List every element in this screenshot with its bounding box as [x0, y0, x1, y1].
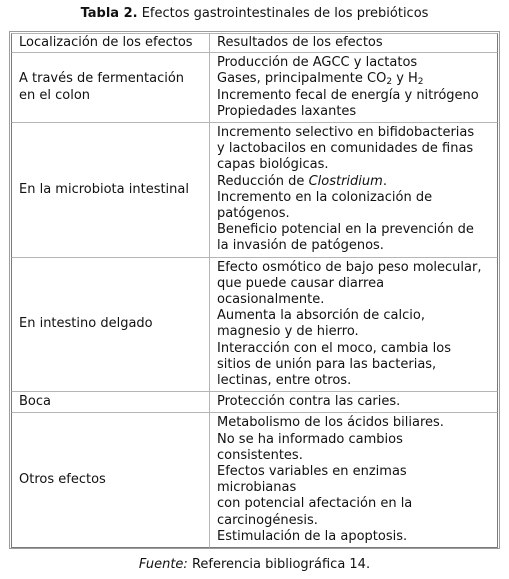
result-line: capas biológicas.	[217, 157, 329, 173]
header-location: Localización de los efectos	[11, 33, 209, 52]
result-line: Interacción con el moco, cambia los	[217, 340, 451, 356]
table-row	[11, 391, 498, 412]
result-line: Estimulación de la apoptosis.	[217, 528, 408, 544]
row-location: En la microbiota intestinal	[11, 122, 209, 257]
table-title: Efectos gastrointestinales de los prebióticos	[141, 6, 429, 21]
row-results	[209, 122, 498, 257]
result-line: patógenos.	[217, 206, 290, 222]
result-line: magnesio y de hierro.	[217, 324, 359, 340]
italic-organism: Clostridium	[308, 173, 383, 189]
source-note	[0, 557, 509, 573]
row-location: En intestino delgado	[11, 257, 209, 392]
result-line: Aumenta la absorción de calcio,	[217, 308, 425, 324]
row-location: A través de fermentación en el colon	[11, 52, 209, 122]
result-line: Producción de AGCC y lactatos	[217, 55, 418, 71]
header-results: Resultados de los efectos	[209, 33, 498, 52]
result-line: microbianas	[217, 480, 297, 496]
result-line: No se ha informado cambios	[217, 431, 403, 447]
result-line: lectinas, entre otros.	[217, 373, 352, 389]
result-line: consistentes.	[217, 447, 303, 463]
result-line: carcinogénesis.	[217, 512, 318, 528]
result-line: ocasionalmente.	[217, 292, 325, 308]
table-header-row	[11, 33, 498, 52]
result-line: Incremento fecal de energía y nitrógeno	[217, 87, 479, 103]
row-results	[209, 412, 498, 548]
result-line: y lactobacilos en comunidades de finas	[217, 141, 474, 157]
result-line: Incremento selectivo en bifidobacterias	[217, 125, 475, 141]
table-row	[11, 122, 498, 257]
table-caption	[0, 6, 509, 22]
result-line: Reducción de Clostridium.	[217, 173, 387, 189]
result-line: Gases, principalmente $CO_2$ y $H_2$	[217, 71, 424, 88]
row-results	[209, 391, 498, 412]
result-line: Incremento en la colonización de	[217, 189, 433, 205]
result-line: Metabolismo de los ácidos biliares.	[217, 415, 444, 431]
result-line: Efecto osmótico de bajo peso molecular,	[217, 259, 482, 275]
result-line: la invasión de patógenos.	[217, 238, 384, 254]
source-text: Referencia bibliográfica 14.	[187, 557, 371, 572]
result-line: Efectos variables en enzimas	[217, 464, 407, 480]
result-line: Protección contra las caries.	[217, 394, 401, 410]
row-location: Otros efectos	[11, 412, 209, 548]
table-number: Tabla 2.	[80, 6, 138, 21]
table-row	[11, 412, 498, 548]
result-line: Propiedades laxantes	[217, 103, 357, 119]
table-row	[11, 257, 498, 392]
result-line: Beneficio potencial en la prevención de	[217, 222, 474, 238]
result-line: sitios de unión para las bacterias,	[217, 356, 437, 372]
prebiotics-effects-table	[11, 33, 498, 548]
source-label: Fuente:	[138, 557, 188, 572]
table-row	[11, 52, 498, 122]
row-results	[209, 52, 498, 122]
result-line: con potencial afectación en la	[217, 496, 413, 512]
row-location: Boca	[11, 391, 209, 412]
row-results	[209, 257, 498, 392]
result-line: que puede causar diarrea	[217, 275, 385, 291]
